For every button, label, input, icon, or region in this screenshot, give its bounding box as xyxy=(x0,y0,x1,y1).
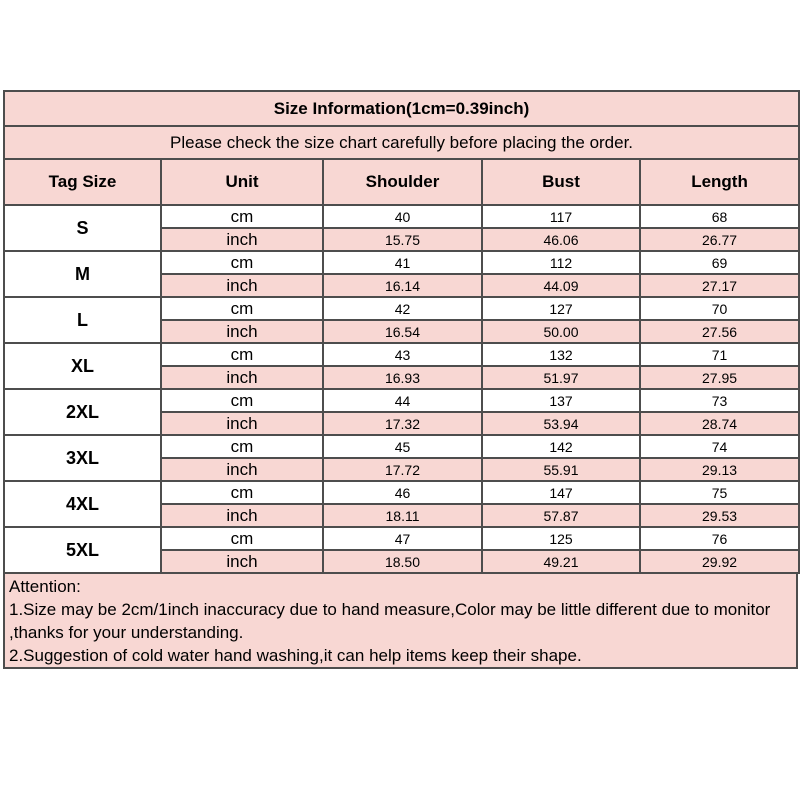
size-row-l-cm xyxy=(4,297,799,320)
bust-value: 53.94 xyxy=(482,412,640,435)
size-tag-l: L xyxy=(4,297,161,343)
bust-value: 51.97 xyxy=(482,366,640,389)
length-value: 69 xyxy=(640,251,799,274)
bust-value: 112 xyxy=(482,251,640,274)
size-row-xl-cm xyxy=(4,343,799,366)
col-header-length: Length xyxy=(640,159,799,205)
size-tag-xl: XL xyxy=(4,343,161,389)
length-value: 76 xyxy=(640,527,799,550)
shoulder-value: 40 xyxy=(323,205,482,228)
unit-label: inch xyxy=(161,458,323,481)
unit-label: cm xyxy=(161,251,323,274)
unit-label: inch xyxy=(161,550,323,573)
col-header-bust: Bust xyxy=(482,159,640,205)
length-value: 28.74 xyxy=(640,412,799,435)
shoulder-value: 45 xyxy=(323,435,482,458)
length-value: 73 xyxy=(640,389,799,412)
unit-label: inch xyxy=(161,366,323,389)
shoulder-value: 41 xyxy=(323,251,482,274)
length-value: 27.95 xyxy=(640,366,799,389)
header-row xyxy=(4,159,799,205)
size-tag-4xl: 4XL xyxy=(4,481,161,527)
bust-value: 127 xyxy=(482,297,640,320)
col-header-shoulder: Shoulder xyxy=(323,159,482,205)
bust-value: 50.00 xyxy=(482,320,640,343)
length-value: 26.77 xyxy=(640,228,799,251)
attention-line-1: 1.Size may be 2cm/1inch inaccuracy due to hand measure,Color may be little different due to monitor xyxy=(9,600,771,619)
bust-value: 142 xyxy=(482,435,640,458)
table-subtitle: Please check the size chart carefully before placing the order. xyxy=(4,126,799,159)
shoulder-value: 42 xyxy=(323,297,482,320)
unit-label: cm xyxy=(161,297,323,320)
length-value: 74 xyxy=(640,435,799,458)
bust-value: 147 xyxy=(482,481,640,504)
shoulder-value: 44 xyxy=(323,389,482,412)
length-value: 29.92 xyxy=(640,550,799,573)
col-header-tag-size: Tag Size xyxy=(4,159,161,205)
unit-label: inch xyxy=(161,228,323,251)
unit-label: cm xyxy=(161,389,323,412)
shoulder-value: 17.32 xyxy=(323,412,482,435)
attention-line-1-cont: ,thanks for your understanding. xyxy=(9,623,244,642)
size-row-4xl-cm xyxy=(4,481,799,504)
size-row-s-cm xyxy=(4,205,799,228)
bust-value: 49.21 xyxy=(482,550,640,573)
bust-value: 44.09 xyxy=(482,274,640,297)
unit-label: cm xyxy=(161,481,323,504)
shoulder-value: 47 xyxy=(323,527,482,550)
bust-value: 57.87 xyxy=(482,504,640,527)
unit-label: inch xyxy=(161,320,323,343)
size-chart xyxy=(3,90,798,669)
shoulder-value: 16.14 xyxy=(323,274,482,297)
bust-value: 46.06 xyxy=(482,228,640,251)
title-row xyxy=(4,91,799,126)
size-tag-3xl: 3XL xyxy=(4,435,161,481)
col-header-unit: Unit xyxy=(161,159,323,205)
length-value: 70 xyxy=(640,297,799,320)
unit-label: cm xyxy=(161,527,323,550)
size-table xyxy=(3,90,800,574)
length-value: 71 xyxy=(640,343,799,366)
bust-value: 132 xyxy=(482,343,640,366)
length-value: 27.17 xyxy=(640,274,799,297)
length-value: 68 xyxy=(640,205,799,228)
length-value: 29.53 xyxy=(640,504,799,527)
attention-line-2: 2.Suggestion of cold water hand washing,it can help items keep their shape. xyxy=(9,646,582,665)
attention-heading: Attention: xyxy=(9,577,81,596)
attention-note xyxy=(3,572,798,669)
shoulder-value: 16.93 xyxy=(323,366,482,389)
size-row-2xl-cm xyxy=(4,389,799,412)
shoulder-value: 18.50 xyxy=(323,550,482,573)
size-row-5xl-cm xyxy=(4,527,799,550)
unit-label: cm xyxy=(161,343,323,366)
shoulder-value: 15.75 xyxy=(323,228,482,251)
size-tag-2xl: 2XL xyxy=(4,389,161,435)
unit-label: cm xyxy=(161,435,323,458)
size-tag-s: S xyxy=(4,205,161,251)
unit-label: inch xyxy=(161,412,323,435)
shoulder-value: 17.72 xyxy=(323,458,482,481)
bust-value: 125 xyxy=(482,527,640,550)
length-value: 29.13 xyxy=(640,458,799,481)
shoulder-value: 18.11 xyxy=(323,504,482,527)
unit-label: inch xyxy=(161,504,323,527)
bust-value: 55.91 xyxy=(482,458,640,481)
length-value: 27.56 xyxy=(640,320,799,343)
unit-label: inch xyxy=(161,274,323,297)
size-tag-5xl: 5XL xyxy=(4,527,161,573)
shoulder-value: 43 xyxy=(323,343,482,366)
table-title: Size Information(1cm=0.39inch) xyxy=(4,91,799,126)
shoulder-value: 16.54 xyxy=(323,320,482,343)
size-tag-m: M xyxy=(4,251,161,297)
bust-value: 117 xyxy=(482,205,640,228)
subtitle-row xyxy=(4,126,799,159)
unit-label: cm xyxy=(161,205,323,228)
size-row-3xl-cm xyxy=(4,435,799,458)
bust-value: 137 xyxy=(482,389,640,412)
shoulder-value: 46 xyxy=(323,481,482,504)
size-row-m-cm xyxy=(4,251,799,274)
length-value: 75 xyxy=(640,481,799,504)
